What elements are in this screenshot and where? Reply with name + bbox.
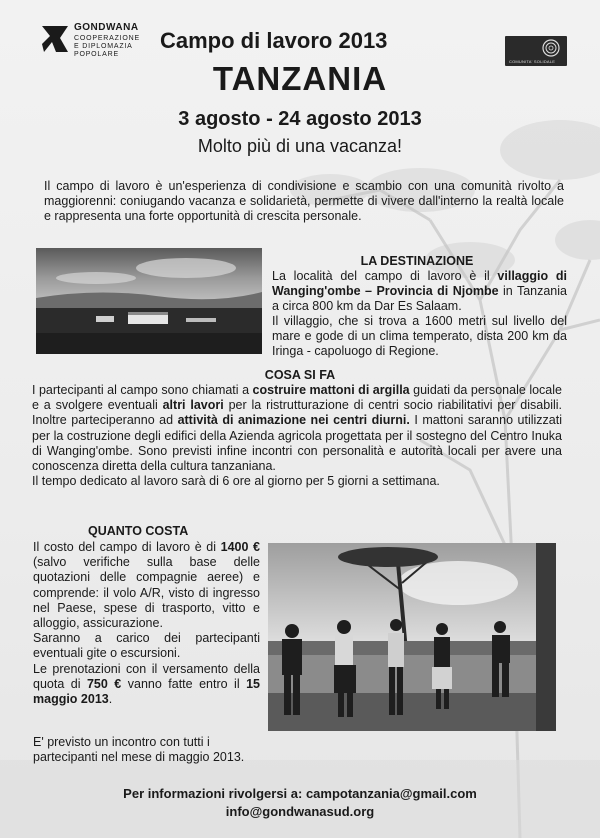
destination-paragraph-2: Il villaggio, che si trova a 1600 metri sul livello del mare e gode di un clima temperato, dista 200 km da Iringa - capoluogo di Regione. [272, 314, 567, 358]
cost-paragraph-2: Saranno a carico dei partecipanti eventuali gite o escursioni. [33, 631, 260, 661]
org-subtitle [74, 35, 140, 59]
destination-paragraph-1 [272, 269, 567, 314]
activities-text-part: I partecipanti al campo sono chiamati a [32, 383, 253, 397]
meeting-note: E' previsto un incontro con tutti i partecipanti nel mese di maggio 2013. [33, 735, 245, 765]
partner-logo-text: COMUNITA' SOLIDALE [509, 59, 556, 64]
activities-text-part: I mattoni saranno utilizzati per la costruzione degli edifici della Azienda agricola progettata per il sostegno del Centro Inuka di Wanging'ombe. Sono previsti infine incontri con personalità e autorità locali per avere una conoscenza diretta della cultura tanzaniana. [32, 413, 562, 474]
activities-highlight: altri lavori [162, 398, 224, 413]
cost-heading: QUANTO COSTA [88, 524, 189, 538]
cost-paragraph-3 [33, 662, 260, 708]
gondwana-mark-icon [40, 24, 70, 54]
cost-deadline: 15 maggio 2013 [33, 676, 260, 707]
cost-text-part: vanno fatte entro il [121, 676, 247, 691]
destination-village-name: villaggio di Wanging'ombe – Provincia di Njombe [272, 269, 567, 298]
cost-price: 1400 € [220, 540, 260, 554]
contact-line-1: Per informazioni rivolgersi a: campotanzania@gmail.com [123, 786, 477, 801]
activities-heading: COSA SI FA [264, 368, 336, 382]
cost-text-part: Il costo del campo di lavoro è di [33, 540, 221, 554]
cost-text [33, 540, 260, 707]
volunteers-working-photo [268, 543, 556, 731]
destination-text [272, 269, 567, 359]
dates-title: 3 agosto - 24 agosto 2013 [178, 108, 422, 130]
cost-text-part: . [108, 692, 113, 707]
cost-text-part: Le prenotazioni con il versamento della quota di [33, 661, 260, 691]
contact-line-2: info@gondwanasud.org [225, 804, 375, 819]
activities-paragraph-2: Il tempo dedicato al lavoro sarà di 6 ore al giorno per 5 giorni a settimana. [32, 474, 440, 489]
gondwana-logo [40, 22, 155, 62]
destination-heading: LA DESTINAZIONE [360, 254, 474, 268]
org-subtitle-line-3: POPOLARE [74, 51, 119, 58]
activities-text-part: per la ristrutturazione di centri socio riabilitativi per disabili. Inoltre parteciperanno ad [32, 398, 562, 428]
activities-text [32, 383, 562, 489]
spiral-logo-icon [505, 36, 567, 60]
activities-paragraph-1 [32, 383, 562, 474]
destination-text-part: La località del campo di lavoro è il [272, 269, 498, 283]
country-title: TANZANIA [212, 60, 388, 97]
org-name: GONDWANA [74, 22, 139, 33]
cost-deposit: 750 € [86, 676, 122, 691]
destination-text-part: in Tanzania a circa 800 km da Dar Es Salaam. [272, 284, 567, 313]
tagline: Molto più di una vacanza! [197, 136, 403, 156]
village-landscape-photo [36, 248, 262, 354]
org-subtitle-line-2: E DIPLOMAZIA [74, 43, 133, 50]
flyer-title: Campo di lavoro 2013 [160, 28, 388, 53]
intro-paragraph: Il campo di lavoro è un'esperienza di condivisione e scambio con una comunità rivolto a maggiorenni: coniugando vacanza e solidarietà, permette di vivere dall'interno la realtà locale e rappresenta una forte opportunità di crescita personale. [44, 179, 564, 223]
activities-highlight: attività di animazione nei centri diurni. [177, 413, 410, 428]
cost-text-part: (salvo verifiche sulla base delle quotazioni delle compagnie aeree) e comprende: il volo A/R, visto di ingresso nel Paese, spese di trasporto, vitto e alloggio, assicurazione. [33, 555, 260, 631]
cost-paragraph-1 [33, 540, 260, 631]
activities-text-part: guidati da personale locale e a svolgere eventuali [32, 383, 562, 413]
activities-highlight: costruire mattoni di argilla [252, 383, 410, 397]
org-subtitle-line-1: COOPERAZIONE [74, 35, 140, 42]
